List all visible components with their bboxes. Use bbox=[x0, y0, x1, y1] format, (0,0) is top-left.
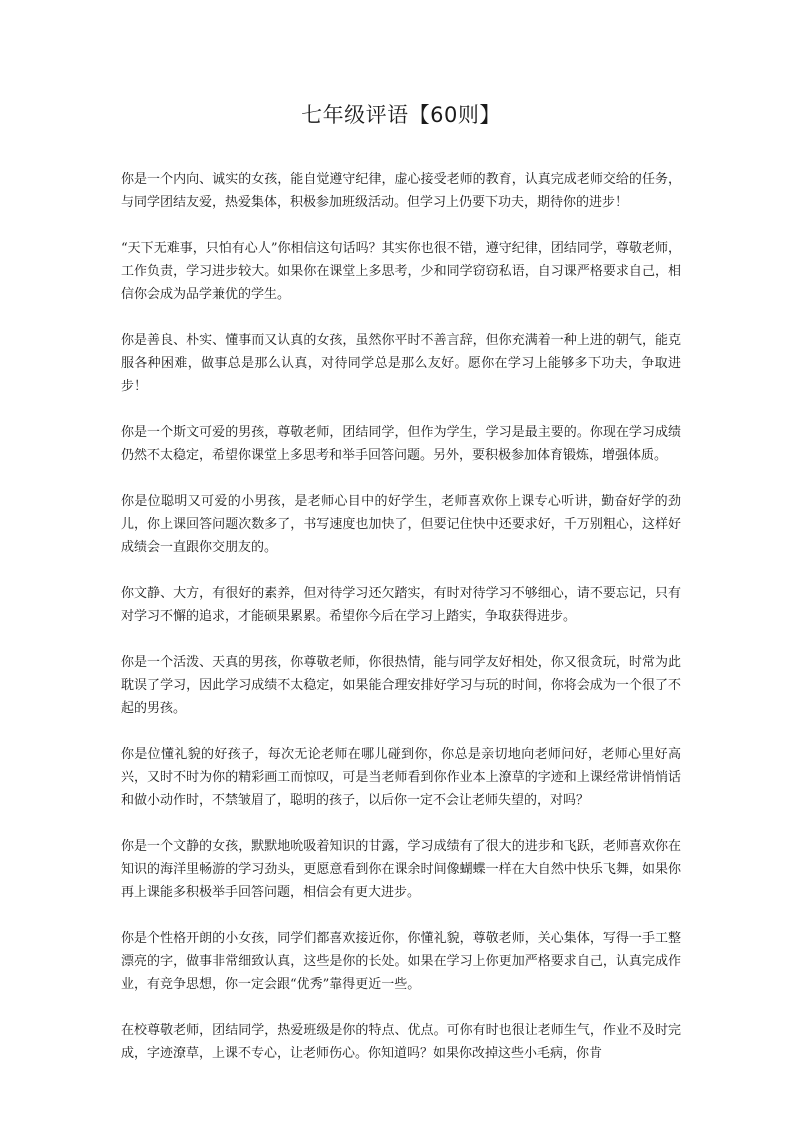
comment-paragraph-6: 你文静、大方，有很好的素养，但对待学习还欠踏实，有时对待学习不够细心，请不要忘记，只有对学习不懈的追求，才能硕果累累。希望你今后在学习上踏实，争取获得进步。 bbox=[121, 586, 681, 624]
comment-paragraph-11: 在校尊敬老师，团结同学，热爱班级是你的特点、优点。可你有时也很让老师生气，作业不及时完成，字迹潦草，上课不专心，让老师伤心。你知道吗？如果你改掉这些小毛病，你肯 bbox=[121, 1023, 681, 1061]
comment-paragraph-10: 你是个性格开朗的小女孩，同学们都喜欢接近你，你懂礼貌，尊敬老师，关心集体，写得一手工整漂亮的字，做事非常细致认真，这些是你的长处。如果在学习上你更加严格要求自己，认真完成作业，有竞争思想，你一定会跟“优秀”靠得更近一些。 bbox=[121, 931, 681, 992]
comment-paragraph-2: “天下无难事，只怕有心人”你相信这句话吗？其实你也很不错，遵守纪律，团结同学，尊敬老师，工作负责，学习进步较大。如果你在课堂上多思考，少和同学窃窃私语，自习课严格要求自己，相信你会成为品学兼优的学生。 bbox=[121, 241, 681, 302]
comment-paragraph-4: 你是一个斯文可爱的男孩，尊敬老师，团结同学，但作为学生，学习是最主要的。你现在学习成绩仍然不太稳定，希望你课堂上多思考和举手回答问题。另外，要积极参加体育锻炼，增强体质。 bbox=[121, 425, 681, 463]
comment-paragraph-9: 你是一个文静的女孩，默默地吮吸着知识的甘露，学习成绩有了很大的进步和飞跃，老师喜欢你在知识的海洋里畅游的学习劲头，更愿意看到你在课余时间像蝴蝶一样在大自然中快乐飞舞，如果你再上课能多积极举手回答问题，相信会有更大进步。 bbox=[121, 839, 681, 900]
comment-paragraph-8: 你是位懂礼貌的好孩子，每次无论老师在哪儿碰到你，你总是亲切地向老师问好，老师心里好高兴，又时不时为你的精彩画工而惊叹，可是当老师看到你作业本上潦草的字迹和上课经常讲悄悄话和做小动作时，不禁皱眉了，聪明的孩子，以后你一定不会让老师失望的，对吗？ bbox=[121, 747, 681, 808]
comment-paragraph-3: 你是善良、朴实、懂事而又认真的女孩，虽然你平时不善言辞，但你充满着一种上进的朝气，能克服各种困难，做事总是那么认真，对待同学总是那么友好。愿你在学习上能够多下功夫，争取进步！ bbox=[121, 333, 681, 394]
comment-paragraph-5: 你是位聪明又可爱的小男孩，是老师心目中的好学生，老师喜欢你上课专心听讲，勤奋好学的劲儿，你上课回答问题次数多了，书写速度也加快了，但要记住快中还要求好，千万别粗心，这样好成绩会一直跟你交朋友的。 bbox=[121, 494, 681, 555]
comment-paragraph-7: 你是一个活泼、天真的男孩，你尊敬老师，你很热情，能与同学友好相处，你又很贪玩，时常为此耽误了学习，因此学习成绩不太稳定，如果能合理安排好学习与玩的时间，你将会成为一个很了不起的男孩。 bbox=[121, 655, 681, 716]
document-title: 七年级评语【60则】 bbox=[301, 103, 501, 127]
comment-paragraph-1: 你是一个内向、诚实的女孩，能自觉遵守纪律，虚心接受老师的教育，认真完成老师交给的任务，与同学团结友爱，热爱集体，积极参加班级活动。但学习上仍要下功夫，期待你的进步！ bbox=[121, 172, 681, 210]
